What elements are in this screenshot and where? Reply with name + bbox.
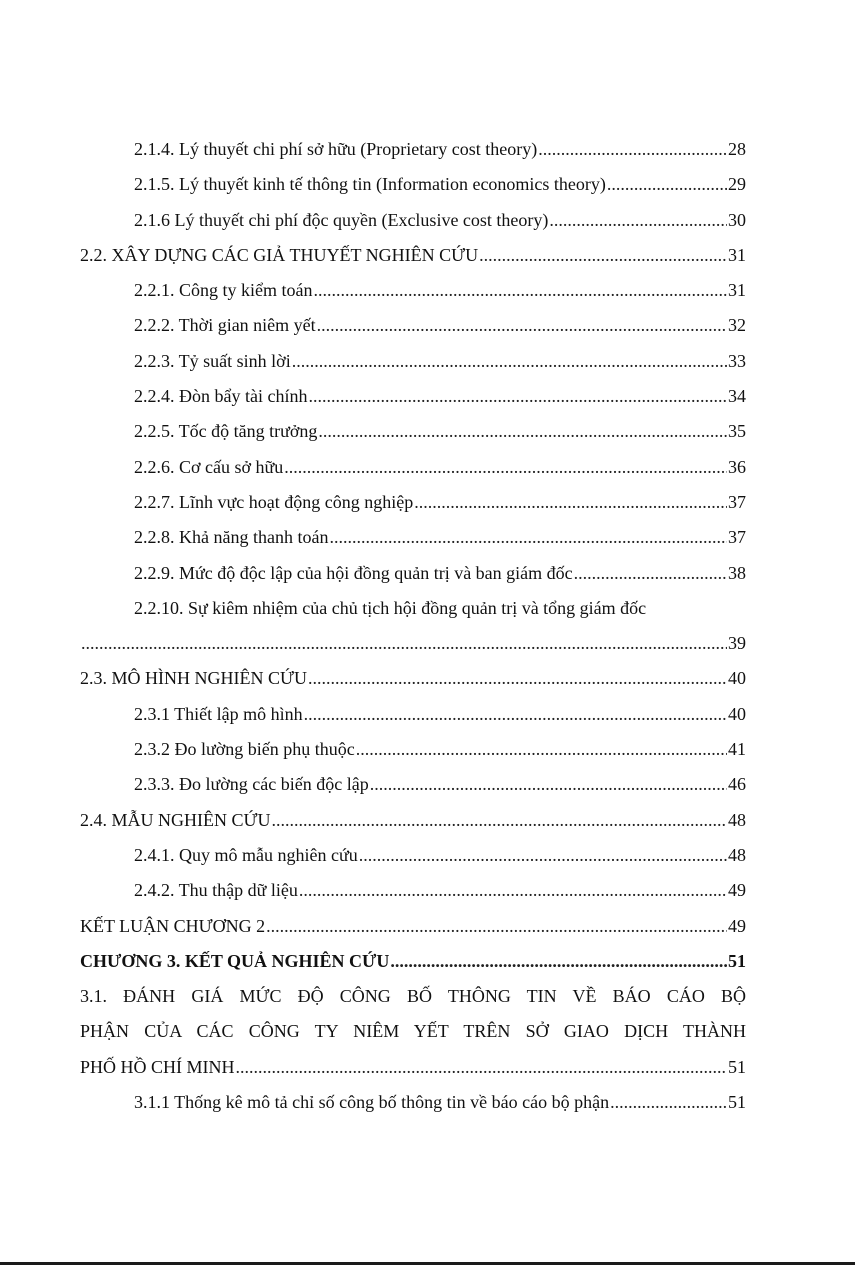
dot-leader xyxy=(574,556,727,591)
toc-entry xyxy=(80,767,746,802)
dot-leader xyxy=(308,661,727,696)
dot-leader xyxy=(308,379,727,414)
toc-entry-title: PHẬN CỦA CÁC CÔNG TY NIÊM YẾT TRÊN SỞ GIAO DỊCH THÀNH xyxy=(80,1021,746,1042)
dot-leader xyxy=(549,203,727,238)
toc-entry-title: 2.4.2. Thu thập dữ liệu xyxy=(134,880,298,901)
dot-leader xyxy=(304,697,727,732)
toc-entry-title: 3.1. ĐÁNH GIÁ MỨC ĐỘ CÔNG BỐ THÔNG TIN VỀ BÁO CÁO BỘ xyxy=(80,986,746,1007)
dot-leader xyxy=(318,414,727,449)
toc-entry-title: 2.2.6. Cơ cấu sở hữu xyxy=(134,456,284,477)
toc-entry xyxy=(80,626,746,661)
dot-leader xyxy=(299,873,727,908)
dot-leader xyxy=(266,909,727,944)
table-of-contents xyxy=(80,132,746,1120)
toc-entry-title: CHƯƠNG 3. KẾT QUẢ NGHIÊN CỨU xyxy=(80,950,390,971)
toc-entry-page-number: 28 xyxy=(728,139,746,159)
dot-leader xyxy=(81,626,727,661)
toc-entry-page-number: 49 xyxy=(728,915,746,936)
toc-entry-page-number: 31 xyxy=(728,280,746,301)
toc-entry xyxy=(80,238,746,273)
dot-leader xyxy=(538,132,727,167)
toc-entry-title: 2.2.4. Đòn bẩy tài chính xyxy=(134,386,308,407)
toc-entry-page-number: 34 xyxy=(728,386,746,407)
toc-entry-title: 2.2.3. Tỷ suất sinh lời xyxy=(134,350,291,371)
toc-entry xyxy=(80,344,746,379)
toc-entry-page-number: 39 xyxy=(728,633,746,654)
toc-entry xyxy=(80,308,746,343)
toc-entry-title: 2.2.2. Thời gian niêm yết xyxy=(134,315,316,336)
toc-entry xyxy=(80,520,746,555)
toc-entry-title: 2.4. MẪU NGHIÊN CỨU xyxy=(80,809,271,830)
toc-entry-title: 2.4.1. Quy mô mẫu nghiên cứu xyxy=(134,844,358,865)
toc-entry-title: 3.1.1 Thống kê mô tả chỉ số công bố thông tin về báo cáo bộ phận xyxy=(134,1092,610,1113)
toc-entry-page-number: 36 xyxy=(728,456,746,477)
dot-leader xyxy=(370,767,727,802)
toc-entry xyxy=(80,909,746,944)
toc-entry-title: 2.2.7. Lĩnh vực hoạt động công nghiệp xyxy=(134,491,414,512)
toc-entry-title: KẾT LUẬN CHƯƠNG 2 xyxy=(80,915,266,936)
toc-entry-page-number: 49 xyxy=(728,880,746,901)
toc-entry xyxy=(80,873,746,908)
dot-leader xyxy=(329,520,727,555)
toc-entry-page-number: 48 xyxy=(728,809,746,830)
toc-entry-page-number: 37 xyxy=(728,527,746,548)
toc-entry xyxy=(80,450,746,485)
toc-entry-title: 2.2. XÂY DỰNG CÁC GIẢ THUYẾT NGHIÊN CỨU xyxy=(80,244,479,265)
toc-entry xyxy=(80,838,746,873)
dot-leader xyxy=(356,732,727,767)
toc-entry-title: 2.2.1. Công ty kiểm toán xyxy=(134,280,313,301)
toc-entry xyxy=(80,132,746,167)
dot-leader xyxy=(359,838,727,873)
toc-entry-title: 2.1.6 Lý thuyết chi phí độc quyền (Exclusive cost theory) xyxy=(134,209,549,230)
dot-leader xyxy=(317,308,727,343)
dot-leader xyxy=(607,167,727,202)
toc-entry-page-number: 38 xyxy=(728,562,746,583)
toc-entry-title: 2.3.1 Thiết lập mô hình xyxy=(134,703,303,724)
toc-entry-title: 2.3.2 Đo lường biến phụ thuộc xyxy=(134,739,355,760)
toc-entry-page-number: 37 xyxy=(728,491,746,512)
dot-leader xyxy=(271,803,727,838)
toc-entry xyxy=(80,273,746,308)
toc-entry xyxy=(80,167,746,202)
toc-entry-page-number: 35 xyxy=(728,421,746,442)
toc-entry xyxy=(80,203,746,238)
toc-entry xyxy=(80,485,746,520)
toc-entry xyxy=(80,803,746,838)
toc-entry-title: 2.2.5. Tốc độ tăng trưởng xyxy=(134,421,318,442)
toc-entry-page-number: 41 xyxy=(728,739,746,760)
dot-leader xyxy=(284,450,727,485)
toc-entry xyxy=(80,979,746,1014)
toc-entry-title: 2.3.3. Đo lường các biến độc lập xyxy=(134,774,369,795)
toc-entry xyxy=(80,379,746,414)
toc-entry-page-number: 48 xyxy=(728,844,746,865)
toc-entry-page-number: 40 xyxy=(728,668,746,689)
toc-entry xyxy=(80,732,746,767)
toc-entry-page-number: 51 xyxy=(728,950,746,971)
toc-entry-title: 2.3. MÔ HÌNH NGHIÊN CỨU xyxy=(80,668,307,689)
dot-leader xyxy=(414,485,727,520)
toc-entry-page-number: 40 xyxy=(728,703,746,724)
dot-leader xyxy=(390,944,727,979)
toc-entry xyxy=(80,697,746,732)
dot-leader xyxy=(236,1050,727,1085)
dot-leader xyxy=(314,273,728,308)
toc-entry xyxy=(80,556,746,591)
toc-entry-page-number: 29 xyxy=(728,174,746,195)
toc-entry-title: 2.1.5. Lý thuyết kinh tế thông tin (Information economics theory) xyxy=(134,174,606,195)
dot-leader xyxy=(292,344,727,379)
toc-entry-page-number: 46 xyxy=(728,774,746,795)
toc-entry-page-number: 51 xyxy=(728,1092,746,1113)
toc-entry-title: 2.1.4. Lý thuyết chi phí sở hữu (Proprietary cost theory) xyxy=(134,139,538,159)
toc-entry xyxy=(80,1050,746,1085)
toc-entry-page-number: 30 xyxy=(728,209,746,230)
dot-leader xyxy=(479,238,727,273)
toc-entry xyxy=(80,591,746,626)
toc-entry-title: PHỐ HỒ CHÍ MINH xyxy=(80,1056,235,1077)
toc-entry xyxy=(80,1014,746,1049)
toc-entry xyxy=(80,944,746,979)
toc-entry-page-number: 51 xyxy=(728,1056,746,1077)
toc-entry-page-number: 31 xyxy=(728,244,746,265)
toc-entry-title: 2.2.10. Sự kiêm nhiệm của chủ tịch hội đồng quản trị và tổng giám đốc xyxy=(134,597,647,618)
dot-leader xyxy=(610,1085,727,1120)
toc-entry xyxy=(80,1085,746,1120)
toc-entry-page-number: 32 xyxy=(728,315,746,336)
toc-entry-page-number: 33 xyxy=(728,350,746,371)
toc-entry xyxy=(80,661,746,696)
toc-entry-title: 2.2.9. Mức độ độc lập của hội đồng quản trị và ban giám đốc xyxy=(134,562,573,583)
toc-entry-title: 2.2.8. Khả năng thanh toán xyxy=(134,527,329,548)
toc-entry xyxy=(80,414,746,449)
